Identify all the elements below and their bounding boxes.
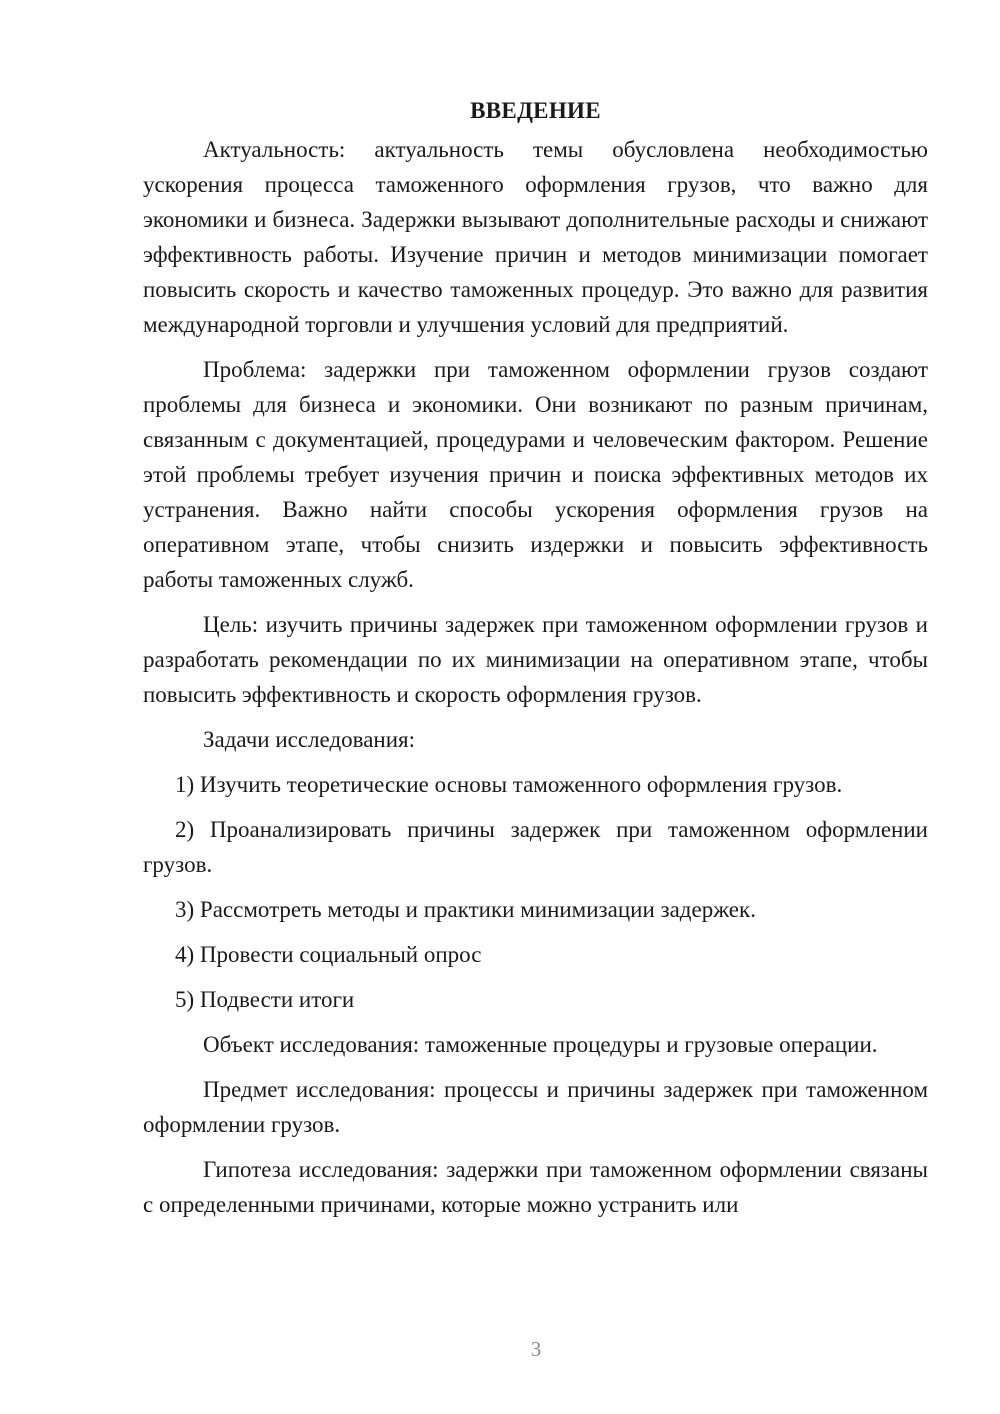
task-item-5: 5) Подвести итоги [175, 987, 355, 1012]
section-heading: ВВЕДЕНИЕ [470, 98, 601, 123]
page-content [143, 93, 928, 1232]
paragraph-subject: Предмет исследования: процессы и причины задержек при таможенном оформлении грузов. [143, 1077, 928, 1137]
page-number: 3 [530, 1337, 542, 1361]
paragraph-problem: Проблема: задержки при таможенном оформлении грузов создают проблемы для бизнеса и экономики. Они возникают по разным причинам, связанным с документацией, процедурами и человеческим фактором. Решение этой проблемы требует изучения причин и поиска эффективных методов их устранения. Важно найти способы ускорения оформления грузов на оперативном этапе, чтобы снизить издержки и повысить эффективность работы таможенных служб. [143, 357, 928, 592]
paragraph-relevance: Актуальность: актуальность темы обусловлена необходимостью ускорения процесса таможенного оформления грузов, что важно для экономики и бизнеса. Задержки вызывают дополнительные расходы и снижают эффективность работы. Изучение причин и методов минимизации помогает повысить скорость и качество таможенных процедур. Это важно для развития международной торговли и улучшения условий для предприятий. [143, 137, 928, 337]
paragraph-hypothesis: Гипотеза исследования: задержки при таможенном оформлении связаны с определенными причинами, которые можно устранить или [143, 1157, 928, 1217]
task-item-4: 4) Провести социальный опрос [175, 942, 482, 967]
task-item-3: 3) Рассмотреть методы и практики минимизации задержек. [175, 897, 756, 922]
task-item-1: 1) Изучить теоретические основы таможенного оформления грузов. [175, 772, 843, 797]
paragraph-object: Объект исследования: таможенные процедуры и грузовые операции. [203, 1032, 878, 1057]
paragraph-goal: Цель: изучить причины задержек при таможенном оформлении грузов и разработать рекомендации по их минимизации на оперативном этапе, чтобы повысить эффективность и скорость оформления грузов. [143, 612, 928, 707]
task-item-2: 2) Проанализировать причины задержек при таможенном оформлении грузов. [143, 817, 928, 877]
paragraph-tasks-intro: Задачи исследования: [203, 727, 416, 752]
